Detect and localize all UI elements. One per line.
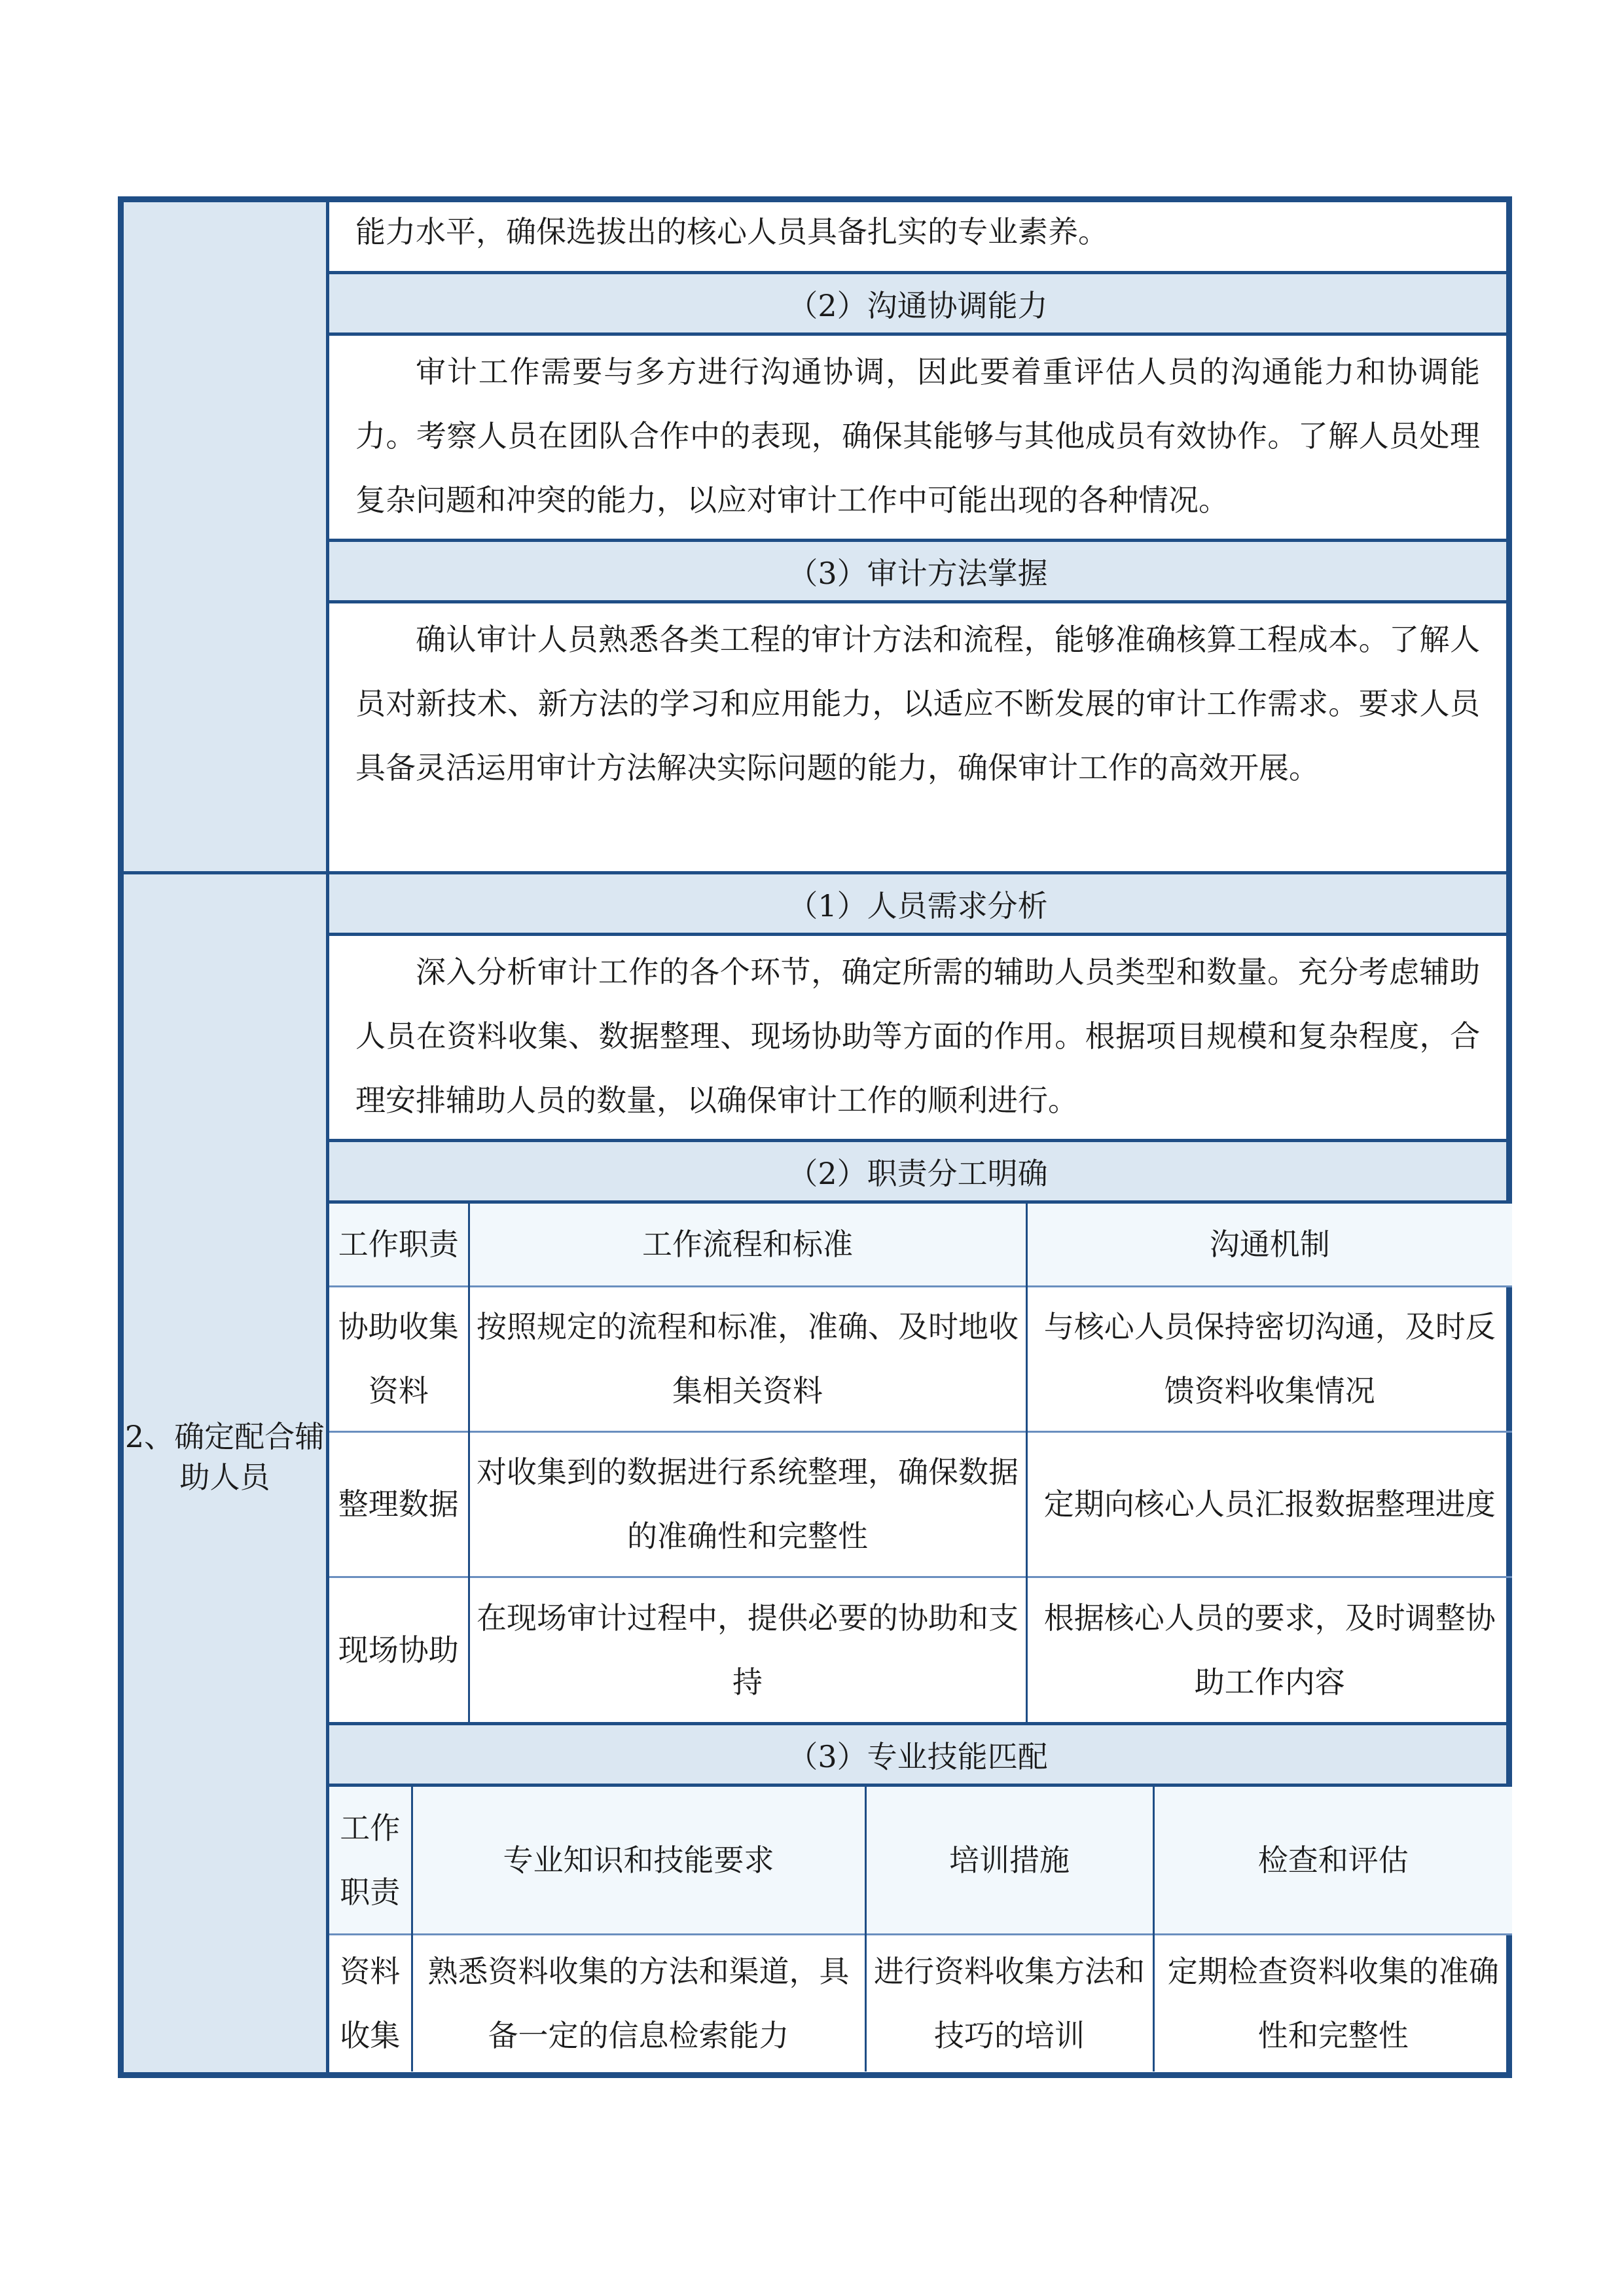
table-cell: 整理数据 bbox=[329, 1431, 469, 1577]
header-cell: 检查和评估 bbox=[1153, 1787, 1512, 1934]
table-cell: 定期向核心人员汇报数据整理进度 bbox=[1026, 1431, 1512, 1577]
left-category-column bbox=[124, 202, 329, 2072]
table-row bbox=[329, 1577, 1512, 1722]
s2-item2-title: （2）职责分工明确 bbox=[329, 1139, 1506, 1204]
header-cell: 工作流程和标准 bbox=[469, 1204, 1026, 1286]
table-cell: 资料收集 bbox=[329, 1934, 412, 2072]
table-cell: 根据核心人员的要求，及时调整协助工作内容 bbox=[1026, 1577, 1512, 1722]
header-cell: 培训措施 bbox=[865, 1787, 1153, 1934]
section2-label: 2、确定配合辅助人员 bbox=[124, 1419, 325, 1495]
table-header-row bbox=[329, 1787, 1512, 1934]
item2-title: （2）沟通协调能力 bbox=[329, 271, 1506, 336]
table-cell: 在现场审计过程中，提供必要的协助和支持 bbox=[469, 1577, 1026, 1722]
header-cell: 专业知识和技能要求 bbox=[412, 1787, 865, 1934]
s2-item1-title: （1）人员需求分析 bbox=[329, 871, 1506, 936]
table-cell: 进行资料收集方法和技巧的培训 bbox=[865, 1934, 1153, 2072]
header-cell: 工作职责 bbox=[329, 1787, 412, 1934]
table-cell: 熟悉资料收集的方法和渠道，具备一定的信息检索能力 bbox=[412, 1934, 865, 2072]
duties-table bbox=[329, 1204, 1512, 1722]
s2-item3-title: （3）专业技能匹配 bbox=[329, 1722, 1506, 1787]
table-row bbox=[329, 1431, 1512, 1577]
table-cell: 现场协助 bbox=[329, 1577, 469, 1722]
item2-paragraph: 审计工作需要与多方进行沟通协调，因此要着重评估人员的沟通能力和协调能力。考察人员在团队合作中的表现，确保其能够与其他成员有效协作。了解人员处理复杂问题和冲突的能力，以应对审计工作中可能出现的各种情况。 bbox=[355, 354, 1480, 518]
table-header-row bbox=[329, 1204, 1512, 1286]
table-row bbox=[329, 1286, 1512, 1431]
table-cell: 对收集到的数据进行系统整理，确保数据的准确性和完整性 bbox=[469, 1431, 1026, 1577]
section-divider bbox=[124, 871, 326, 874]
continued-paragraph: 能力水平，确保选拔出的核心人员具备扎实的专业素养。 bbox=[355, 214, 1108, 249]
document-table-frame bbox=[118, 196, 1512, 2078]
skills-table bbox=[329, 1787, 1512, 2072]
header-cell: 工作职责 bbox=[329, 1204, 469, 1286]
table-row bbox=[329, 1934, 1512, 2072]
item3-paragraph: 确认审计人员熟悉各类工程的审计方法和流程，能够准确核算工程成本。了解人员对新技术、新方法的学习和应用能力，以适应不断发展的审计工作需求。要求人员具备灵活运用审计方法解决实际问题的能力，确保审计工作的高效开展。 bbox=[355, 622, 1480, 785]
item3-title: （3）审计方法掌握 bbox=[329, 539, 1506, 603]
table-cell: 定期检查资料收集的准确性和完整性 bbox=[1153, 1934, 1512, 2072]
table-cell: 按照规定的流程和标准，准确、及时地收集相关资料 bbox=[469, 1286, 1026, 1431]
table-cell: 与核心人员保持密切沟通，及时反馈资料收集情况 bbox=[1026, 1286, 1512, 1431]
right-content-column bbox=[329, 202, 1506, 2072]
header-cell: 沟通机制 bbox=[1026, 1204, 1512, 1286]
s2-item1-paragraph: 深入分析审计工作的各个环节，确定所需的辅助人员类型和数量。充分考虑辅助人员在资料收集、数据整理、现场协助等方面的作用。根据项目规模和复杂程度，合理安排辅助人员的数量，以确保审计工作的顺利进行。 bbox=[355, 954, 1480, 1118]
table-cell: 协助收集资料 bbox=[329, 1286, 469, 1431]
